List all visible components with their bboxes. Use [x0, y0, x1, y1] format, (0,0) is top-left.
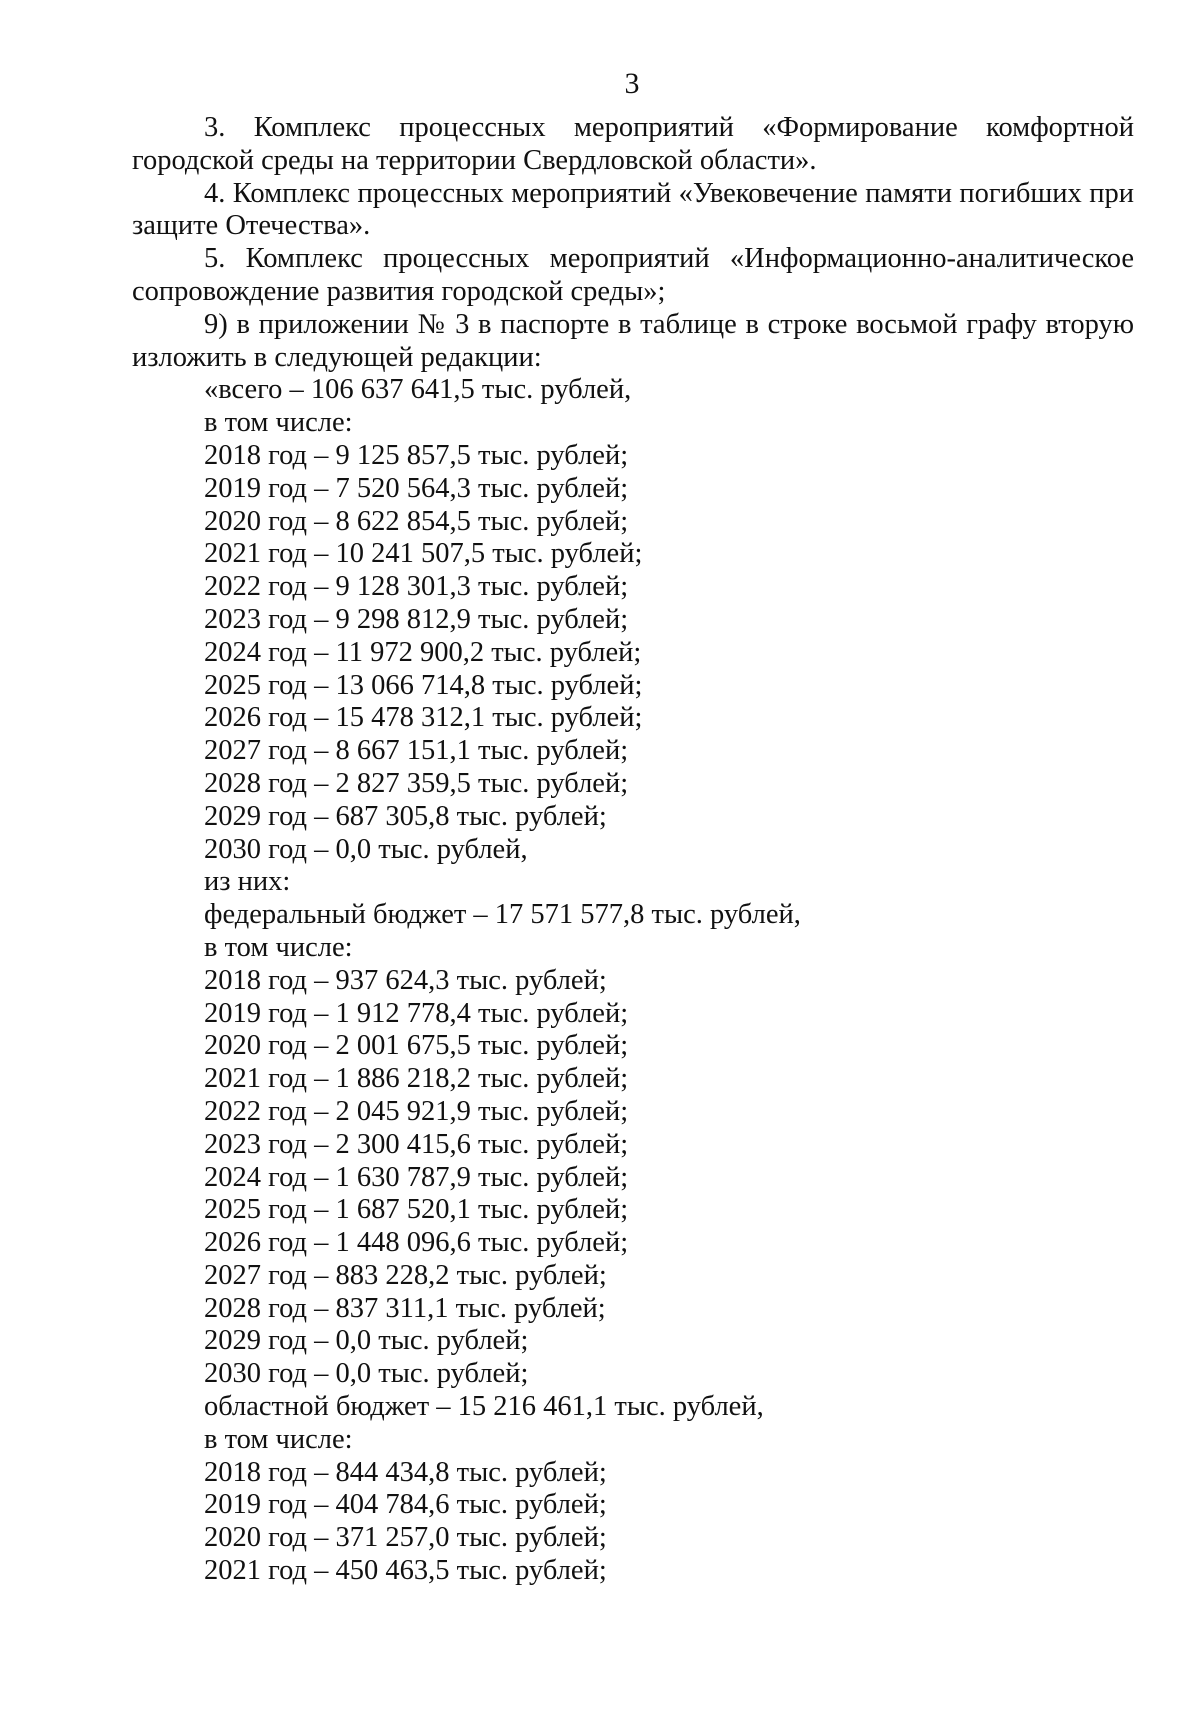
funding-line: 2021 год – 450 463,5 тыс. рублей; [204, 1555, 607, 1587]
regional-budget-total-line: областной бюджет – 15 216 461,1 тыс. рублей, [204, 1391, 764, 1423]
funding-line: 2020 год – 2 001 675,5 тыс. рублей; [204, 1030, 629, 1062]
paragraph-item-5 [132, 243, 1134, 309]
funding-total-line: «всего – 106 637 641,5 тыс. рублей, [204, 374, 632, 406]
funding-line: 2022 год – 2 045 921,9 тыс. рублей; [204, 1095, 629, 1127]
funding-line: 2020 год – 371 257,0 тыс. рублей; [204, 1522, 607, 1554]
paragraph-continuation: изложить в следующей редакции: [132, 341, 542, 373]
funding-line: 2023 год – 2 300 415,6 тыс. рублей; [204, 1128, 629, 1160]
paragraph-continuation: городской среды на территории Свердловской области». [132, 144, 817, 176]
paragraph-item-4 [132, 178, 1134, 244]
paragraph-first-line: 3. Комплекс процессных мероприятий «Формирование комфортной [204, 112, 1134, 143]
funding-line: 2019 год – 1 912 778,4 тыс. рублей; [204, 997, 629, 1029]
funding-line: в том числе: [204, 931, 353, 963]
funding-line: 2026 год – 15 478 312,1 тыс. рублей; [204, 702, 643, 734]
funding-line: в том числе: [204, 407, 353, 439]
funding-line: 2021 год – 10 241 507,5 тыс. рублей; [204, 538, 643, 570]
funding-line: в том числе: [204, 1423, 353, 1455]
funding-line: 2028 год – 2 827 359,5 тыс. рублей; [204, 767, 629, 799]
funding-line: 2018 год – 9 125 857,5 тыс. рублей; [204, 439, 629, 471]
funding-line: 2025 год – 1 687 520,1 тыс. рублей; [204, 1194, 629, 1226]
paragraph-first-line: 5. Комплекс процессных мероприятий «Информационно-аналитическое [204, 243, 1134, 275]
paragraph-first-line: 9) в приложении № 3 в паспорте в таблице в строке восьмой графу вторую [204, 308, 1134, 340]
funding-line: 2023 год – 9 298 812,9 тыс. рублей; [204, 603, 629, 635]
funding-line: 2025 год – 13 066 714,8 тыс. рублей; [204, 669, 643, 701]
funding-line: 2029 год – 687 305,8 тыс. рублей; [204, 800, 607, 832]
funding-line: 2030 год – 0,0 тыс. рублей, [204, 833, 528, 865]
funding-line: 2027 год – 883 228,2 тыс. рублей; [204, 1259, 607, 1291]
paragraph-continuation: защите Отечества». [132, 210, 371, 242]
funding-line: 2019 год – 7 520 564,3 тыс. рублей; [204, 472, 629, 504]
funding-list [132, 374, 1134, 1587]
funding-line: 2030 год – 0,0 тыс. рублей; [204, 1358, 529, 1390]
federal-budget-total-line: федеральный бюджет – 17 571 577,8 тыс. рублей, [204, 899, 801, 931]
paragraph-continuation: сопровождение развития городской среды»; [132, 275, 666, 307]
funding-line: 2028 год – 837 311,1 тыс. рублей; [204, 1292, 606, 1324]
funding-line: 2024 год – 1 630 787,9 тыс. рублей; [204, 1161, 629, 1193]
funding-line: 2019 год – 404 784,6 тыс. рублей; [204, 1489, 607, 1521]
funding-line: 2026 год – 1 448 096,6 тыс. рублей; [204, 1227, 629, 1259]
funding-line: 2018 год – 937 624,3 тыс. рублей; [204, 964, 607, 996]
funding-line: 2029 год – 0,0 тыс. рублей; [204, 1325, 529, 1357]
paragraph-item-3 [132, 112, 1134, 178]
funding-line: 2020 год – 8 622 854,5 тыс. рублей; [204, 505, 629, 537]
funding-line: 2024 год – 11 972 900,2 тыс. рублей; [204, 636, 642, 668]
funding-line: 2018 год – 844 434,8 тыс. рублей; [204, 1456, 607, 1488]
document-body [132, 112, 1134, 1588]
paragraph-amendment-9 [132, 309, 1134, 375]
page-number: 3 [624, 67, 640, 100]
funding-line: 2022 год – 9 128 301,3 тыс. рублей; [204, 571, 629, 603]
funding-line: 2021 год – 1 886 218,2 тыс. рублей; [204, 1063, 629, 1095]
funding-line: 2027 год – 8 667 151,1 тыс. рублей; [204, 735, 629, 767]
funding-line: из них: [204, 866, 291, 898]
paragraph-first-line: 4. Комплекс процессных мероприятий «Увековечение памяти погибших при [204, 177, 1134, 209]
